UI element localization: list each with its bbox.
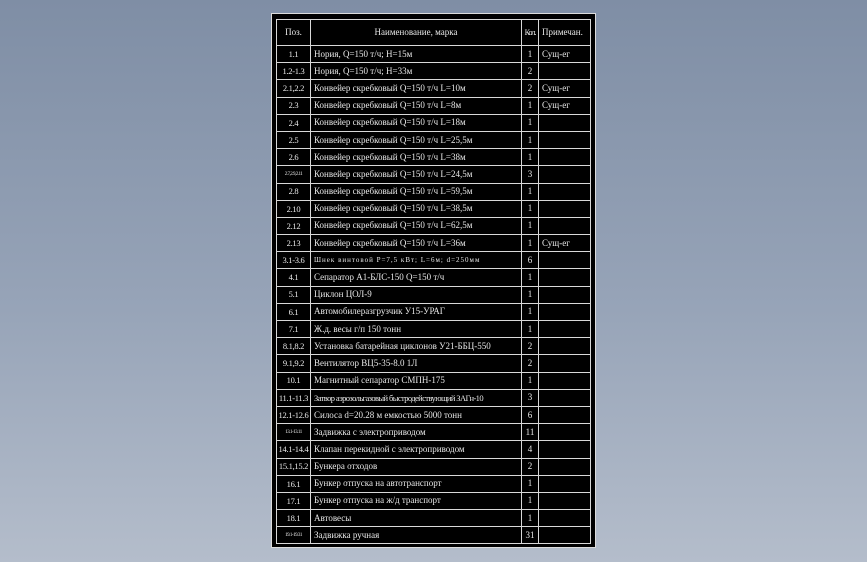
note-cell: Сущ-ег bbox=[539, 97, 591, 114]
qty-cell: 1 bbox=[522, 475, 539, 492]
table-row bbox=[277, 63, 591, 80]
note-cell: Сущ-ег bbox=[539, 46, 591, 63]
pos-cell: 14.1-14.4 bbox=[277, 441, 311, 458]
note-cell bbox=[539, 406, 591, 423]
pos-cell: 2.10 bbox=[277, 200, 311, 217]
qty-cell: 4 bbox=[522, 441, 539, 458]
pos-cell: 2.1,2.2 bbox=[277, 80, 311, 97]
table-row bbox=[277, 166, 591, 183]
pos-cell: 5.1 bbox=[277, 286, 311, 303]
pos-cell: 4.1 bbox=[277, 269, 311, 286]
name-cell: Конвейер скребковый Q=150 т/ч L=25,5м bbox=[311, 131, 522, 148]
qty-cell: 3 bbox=[522, 166, 539, 183]
name-cell: Затвор аэрозольгазовый быстродействующий ЗАГн-10 bbox=[311, 389, 522, 406]
table-row bbox=[277, 372, 591, 389]
name-cell: Конвейер скребковый Q=150 т/ч L=62,5м bbox=[311, 217, 522, 234]
name-cell: Конвейер скребковый Q=150 т/ч L=36м bbox=[311, 235, 522, 252]
name-cell: Магнитный сепаратор СМПН-175 bbox=[311, 372, 522, 389]
qty-cell: 1 bbox=[522, 235, 539, 252]
qty-cell: 1 bbox=[522, 217, 539, 234]
pos-cell: 2.4 bbox=[277, 114, 311, 131]
qty-cell: 1 bbox=[522, 492, 539, 509]
table-row bbox=[277, 389, 591, 406]
pos-cell: 19.1-19.31 bbox=[277, 527, 311, 544]
table-row bbox=[277, 510, 591, 527]
note-cell bbox=[539, 424, 591, 441]
specification-table bbox=[276, 19, 591, 544]
table-row bbox=[277, 269, 591, 286]
qty-cell: 31 bbox=[522, 527, 539, 544]
pos-cell: 13.1-13.11 bbox=[277, 424, 311, 441]
qty-cell: 11 bbox=[522, 424, 539, 441]
note-cell bbox=[539, 510, 591, 527]
pos-cell: 2.13 bbox=[277, 235, 311, 252]
qty-cell: 3 bbox=[522, 389, 539, 406]
table-row bbox=[277, 441, 591, 458]
note-cell bbox=[539, 389, 591, 406]
qty-cell: 1 bbox=[522, 97, 539, 114]
table-row bbox=[277, 475, 591, 492]
header-note: Примечан. bbox=[539, 20, 591, 46]
note-cell bbox=[539, 149, 591, 166]
table-row bbox=[277, 183, 591, 200]
note-cell: Сущ-ег bbox=[539, 235, 591, 252]
header-qty: Кол. bbox=[522, 20, 539, 46]
specification-sheet bbox=[271, 13, 596, 548]
pos-cell: 2.6 bbox=[277, 149, 311, 166]
note-cell bbox=[539, 131, 591, 148]
note-cell bbox=[539, 458, 591, 475]
header-row bbox=[277, 20, 591, 46]
pos-cell: 15.1,15.2 bbox=[277, 458, 311, 475]
table-row bbox=[277, 458, 591, 475]
name-cell: Конвейер скребковый Q=150 т/ч L=18м bbox=[311, 114, 522, 131]
header-pos: Поз. bbox=[277, 20, 311, 46]
qty-cell: 2 bbox=[522, 458, 539, 475]
pos-cell: 10.1 bbox=[277, 372, 311, 389]
pos-cell: 18.1 bbox=[277, 510, 311, 527]
table-row bbox=[277, 424, 591, 441]
note-cell bbox=[539, 63, 591, 80]
name-cell: Ж.д. весы г/п 150 тонн bbox=[311, 321, 522, 338]
name-cell: Конвейер скребковый Q=150 т/ч L=59,5м bbox=[311, 183, 522, 200]
name-cell: Конвейер скребковый Q=150 т/ч L=10м bbox=[311, 80, 522, 97]
note-cell bbox=[539, 252, 591, 269]
name-cell: Установка батарейная циклонов У21-ББЦ-550 bbox=[311, 338, 522, 355]
table-row bbox=[277, 252, 591, 269]
table-row bbox=[277, 131, 591, 148]
table-row bbox=[277, 303, 591, 320]
note-cell bbox=[539, 166, 591, 183]
qty-cell: 1 bbox=[522, 131, 539, 148]
table-row bbox=[277, 217, 591, 234]
note-cell bbox=[539, 114, 591, 131]
qty-cell: 1 bbox=[522, 149, 539, 166]
header-name: Наименование, марка bbox=[311, 20, 522, 46]
name-cell: Шнек винтовой P=7,5 кВт; L=6м; d=250мм bbox=[311, 252, 522, 269]
qty-cell: 1 bbox=[522, 321, 539, 338]
table-row bbox=[277, 235, 591, 252]
name-cell: Бункер отпуска на ж/д транспорт bbox=[311, 492, 522, 509]
name-cell: Задвижка ручная bbox=[311, 527, 522, 544]
note-cell bbox=[539, 217, 591, 234]
pos-cell: 2.12 bbox=[277, 217, 311, 234]
name-cell: Конвейер скребковый Q=150 т/ч L=38,5м bbox=[311, 200, 522, 217]
qty-cell: 1 bbox=[522, 46, 539, 63]
qty-cell: 1 bbox=[522, 510, 539, 527]
qty-cell: 6 bbox=[522, 406, 539, 423]
pos-cell: 3.1-3.6 bbox=[277, 252, 311, 269]
table-row bbox=[277, 321, 591, 338]
pos-cell: 2.7,2.9,2.11 bbox=[277, 166, 311, 183]
table-row bbox=[277, 114, 591, 131]
pos-cell: 6.1 bbox=[277, 303, 311, 320]
pos-cell: 7.1 bbox=[277, 321, 311, 338]
table-row bbox=[277, 406, 591, 423]
table-row bbox=[277, 97, 591, 114]
name-cell: Автовесы bbox=[311, 510, 522, 527]
qty-cell: 2 bbox=[522, 355, 539, 372]
qty-cell: 2 bbox=[522, 63, 539, 80]
note-cell bbox=[539, 200, 591, 217]
qty-cell: 2 bbox=[522, 338, 539, 355]
note-cell bbox=[539, 269, 591, 286]
table-row bbox=[277, 80, 591, 97]
name-cell: Циклон ЦОЛ-9 bbox=[311, 286, 522, 303]
pos-cell: 1.1 bbox=[277, 46, 311, 63]
table-row bbox=[277, 338, 591, 355]
name-cell: Бункера отходов bbox=[311, 458, 522, 475]
name-cell: Конвейер скребковый Q=150 т/ч L=8м bbox=[311, 97, 522, 114]
qty-cell: 2 bbox=[522, 80, 539, 97]
note-cell bbox=[539, 527, 591, 544]
name-cell: Силоса d=20.28 м емкостью 5000 тонн bbox=[311, 406, 522, 423]
name-cell: Бункер отпуска на автотранспорт bbox=[311, 475, 522, 492]
qty-cell: 1 bbox=[522, 183, 539, 200]
pos-cell: 8.1,8.2 bbox=[277, 338, 311, 355]
table-row bbox=[277, 286, 591, 303]
pos-cell: 16.1 bbox=[277, 475, 311, 492]
name-cell: Нория, Q=150 т/ч; H=15м bbox=[311, 46, 522, 63]
note-cell: Сущ-ег bbox=[539, 80, 591, 97]
table-row bbox=[277, 149, 591, 166]
name-cell: Задвижка с электроприводом bbox=[311, 424, 522, 441]
qty-cell: 6 bbox=[522, 252, 539, 269]
table-row bbox=[277, 527, 591, 544]
pos-cell: 9.1,9.2 bbox=[277, 355, 311, 372]
note-cell bbox=[539, 355, 591, 372]
qty-cell: 1 bbox=[522, 286, 539, 303]
qty-cell: 1 bbox=[522, 303, 539, 320]
name-cell: Нория, Q=150 т/ч; H=33м bbox=[311, 63, 522, 80]
note-cell bbox=[539, 338, 591, 355]
pos-cell: 2.8 bbox=[277, 183, 311, 200]
note-cell bbox=[539, 303, 591, 320]
table-row bbox=[277, 200, 591, 217]
pos-cell: 1.2-1.3 bbox=[277, 63, 311, 80]
table-row bbox=[277, 355, 591, 372]
qty-cell: 1 bbox=[522, 200, 539, 217]
note-cell bbox=[539, 183, 591, 200]
pos-cell: 2.5 bbox=[277, 131, 311, 148]
note-cell bbox=[539, 286, 591, 303]
pos-cell: 11.1-11.3 bbox=[277, 389, 311, 406]
note-cell bbox=[539, 475, 591, 492]
name-cell: Конвейер скребковый Q=150 т/ч L=24,5м bbox=[311, 166, 522, 183]
note-cell bbox=[539, 441, 591, 458]
name-cell: Клапан перекидной с электроприводом bbox=[311, 441, 522, 458]
name-cell: Вентилятор ВЦ5-35-8.0 1Л bbox=[311, 355, 522, 372]
name-cell: Сепаратор А1-БЛС-150 Q=150 т/ч bbox=[311, 269, 522, 286]
pos-cell: 17.1 bbox=[277, 492, 311, 509]
note-cell bbox=[539, 492, 591, 509]
table-row bbox=[277, 492, 591, 509]
qty-cell: 1 bbox=[522, 372, 539, 389]
name-cell: Конвейер скребковый Q=150 т/ч L=38м bbox=[311, 149, 522, 166]
note-cell bbox=[539, 372, 591, 389]
qty-cell: 1 bbox=[522, 269, 539, 286]
name-cell: Автомобилеразгрузчик У15-УРАГ bbox=[311, 303, 522, 320]
pos-cell: 12.1-12.6 bbox=[277, 406, 311, 423]
table-row bbox=[277, 46, 591, 63]
pos-cell: 2.3 bbox=[277, 97, 311, 114]
note-cell bbox=[539, 321, 591, 338]
qty-cell: 1 bbox=[522, 114, 539, 131]
